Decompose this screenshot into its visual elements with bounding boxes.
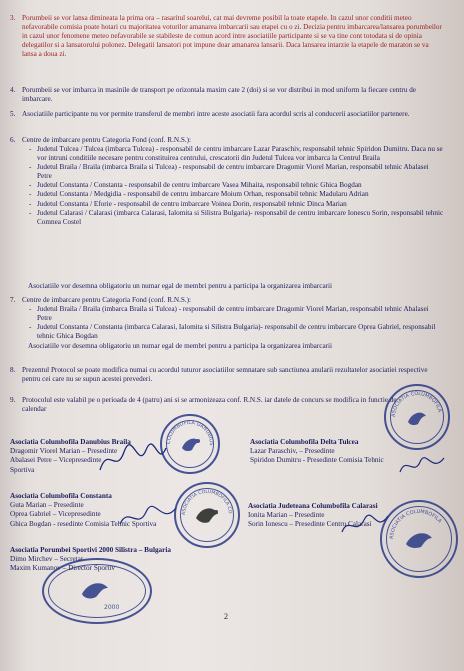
pigeon-icon	[176, 484, 238, 546]
section-text: Porumbeii se vor lansa dimineata la prima ora – rasaritul soarelui, cat mai devreme posibil la toate etapele. In cazul unor conditii meteo nefavorabile comisia poate hotari cu majoritatea voturilor amanarea imbarcarii sau etapei cu o zi. Decizia pentru imbarcarea/lansarea porumbeilor in cazul unor fenomene meteo nefavorabile se stabileste de comun acord intre asociatiile participante si se va tine cont totodata si de opinia delegatilor si a lansatorului polonez. Delegatii lansatori pot impune doar amanarea lansarii. Daca lansarea intarzie la etapele de maraton se va lansa a doua zi.	[22, 14, 442, 59]
section-footer: Asociatiile vor desemna obligatoriu un numar egal de membri pentru a participa la organizarea imbarcarii	[28, 342, 333, 350]
signatory-line: Oprea Gabriel – Vicepresedinte	[10, 510, 101, 519]
svg-text:ASOCIATIA COLUMBOFILA: ASOCIATIA COLUMBOFILA	[390, 390, 443, 418]
signatory-line: Ghica Bogdan - resedinte Comisia Tehnic Sportiva	[10, 519, 157, 528]
list-item: - Judetul Constanta / Medgidia - responsabil de centru imbarcare Moium Orhan, responsabil tehnic Madularu Adrian	[37, 190, 444, 199]
pigeon-icon	[44, 560, 150, 622]
svg-text:COLUMBOFILA DANUBIUS BRAILA: COLUMBOFILA DANUBIUS	[165, 419, 215, 446]
signature-icon	[340, 510, 390, 540]
list-item: - Judetul Braila / Braila (imbarca Braila si Tulcea) - responsabil de centru imbarcare Dragomir Viorel Marian, responsabil tehnic Abalasei Petre	[37, 305, 444, 323]
section-text: Protocolul este valabil pe o perioada de 4 (patru) ani si se armonizeaza conf. R.N.S. iar datele de concurs se modifica in functie de calendar	[22, 396, 397, 414]
signatory-tulcea	[250, 438, 384, 466]
association-name: Asociatia Columbofila Delta Tulcea	[250, 438, 359, 446]
association-name: Asociatia Judeteana Columbofila Calarasi	[248, 502, 378, 510]
section-text: Prezentul Protocol se poate modifica numai cu acordul tuturor asociatiilor semnatare sub sanctiunea anularii rezultatelor asociatiei respective pentru cei care nu se supun acestei prevederi.	[22, 366, 428, 384]
centre-list	[37, 145, 444, 227]
section-number: 7.	[10, 296, 16, 304]
section-number: 4.	[10, 86, 16, 94]
list-item: - Judetul Constanta / Eforie - responsabil de centru imbarcare Voinea Dorin, responsabil tehnic Dinca Marian	[37, 200, 444, 209]
signatory-line: Spiridon Dumitru - Presedinte Comisia Tehnic	[250, 456, 384, 465]
page-number: 2	[224, 612, 228, 621]
section-heading: Centre de imbarcare pentru Categoria Fond (conf. R.N.S.):	[22, 296, 192, 304]
signatory-line: Guta Marian – Presedinte	[10, 501, 84, 510]
section-text: Porumbeii se vor imbarca in masinile de transport pe orizontala maxim cate 2 (doi) si se vor distribui in mod uniform la fiecare centru de imbarcare.	[22, 86, 416, 104]
svg-text:ASOCIATIA COLUMBOFILA CONSTANT: ASOCIATIA COLUMBOFILA CO	[181, 489, 233, 516]
association-name: Asociatia Columbofila Constanta	[10, 492, 112, 500]
section-number: 9.	[10, 396, 16, 404]
list-item: - Judetul Calarasi / Calarasi (imbarca Calarasi, Ialomita si Silistra Bulgaria)- responsabil de centru imbarcare Ionescu Sorin, responsabil tehnic Comnea Costel	[37, 209, 444, 227]
signatory-line: Sorin Ionescu – Presedinte Centru Calarasi	[248, 520, 372, 529]
section-number: 6.	[10, 136, 16, 144]
svg-text:ASOCIATIA COLUMBOFILA: ASOCIATIA COLUMBOFILA	[388, 508, 443, 540]
list-item: - Judetul Tulcea / Tulcea (imbarca Tulcea) - responsabil de centru imbarcare Lazar Paraschiv, responsabil tehnic Spiridon Dumitru. Daca nu se vor intruni conditiile necesare pentru constituirea centrului, crescatorii din Judetul Tulcea vor imbarca la Centrul Braila	[37, 145, 444, 163]
list-item: - Judetul Braila / Braila (imbarca Braila si Tulcea) - responsabil de centru imbarcare Dragomir Viorel Marian, responsabil tehnic Abalasei Petre	[37, 163, 444, 181]
signatory-line: Dragomir Viorel Marian – Presedinte	[10, 447, 118, 456]
section-number: 3.	[10, 14, 16, 22]
section-number: 5.	[10, 110, 16, 118]
signatory-line: Abalasei Petre – Vicepresedinte	[10, 456, 102, 465]
signatory-line: Sportiva	[10, 465, 35, 474]
calarasi-stamp	[380, 500, 458, 578]
section-text: Asociatiile participante nu vor permite transferul de membri intre aceste asociatii fara acordul scris al conducerii asociatiilor partenere.	[22, 110, 410, 118]
section-heading: Centre de imbarcare pentru Categoria Fond (conf. R.N.S.):	[22, 136, 192, 144]
signatory-line: Lazar Paraschiv, – Presedinte	[250, 447, 335, 456]
signatory-line: Ionita Marian – Presedinte	[248, 511, 325, 520]
signature-icon	[98, 440, 168, 480]
pigeon-icon	[382, 502, 456, 576]
list-item: - Judetul Constanta / Constanta (imbarca Calarasi, Ialomita si Silistra Bulgaria)- responsabil de centru imbarcare Oprea Gabriel, responsabil tehnic Ghica Bogdan	[37, 323, 444, 341]
danubius-stamp	[160, 414, 220, 474]
signature-icon	[398, 452, 448, 480]
centre-list	[37, 305, 444, 341]
constanta-stamp	[174, 482, 240, 548]
association-name: Asociatia Porumbei Sportivi 2000 Silistra – Bulgaria	[10, 546, 171, 554]
section-number: 8.	[10, 366, 16, 374]
association-name: Asociatia Columbofila Danubius Braila	[10, 438, 131, 446]
section-footer: Asociatiile vor desemna obligatoriu un numar egal de membri pentru a participa la organizarea imbarcarii	[28, 282, 333, 290]
pigeon-icon	[386, 386, 448, 448]
stamp-year: 2000	[104, 604, 120, 611]
signature-icon	[118, 500, 178, 534]
silistra-stamp	[42, 558, 152, 624]
tulcea-stamp	[384, 384, 450, 450]
stamp-ring-text	[162, 416, 218, 472]
list-item: - Judetul Constanta / Constanta - responsabil de centru imbarcare Vasea Mihaita, responsabil tehnic Ghica Bogdan	[37, 181, 444, 190]
signatory-line: Maxim Kumanov – Director Sportiv	[10, 564, 116, 573]
signatory-line: Dimo Mirchev – Secretar	[10, 555, 84, 564]
